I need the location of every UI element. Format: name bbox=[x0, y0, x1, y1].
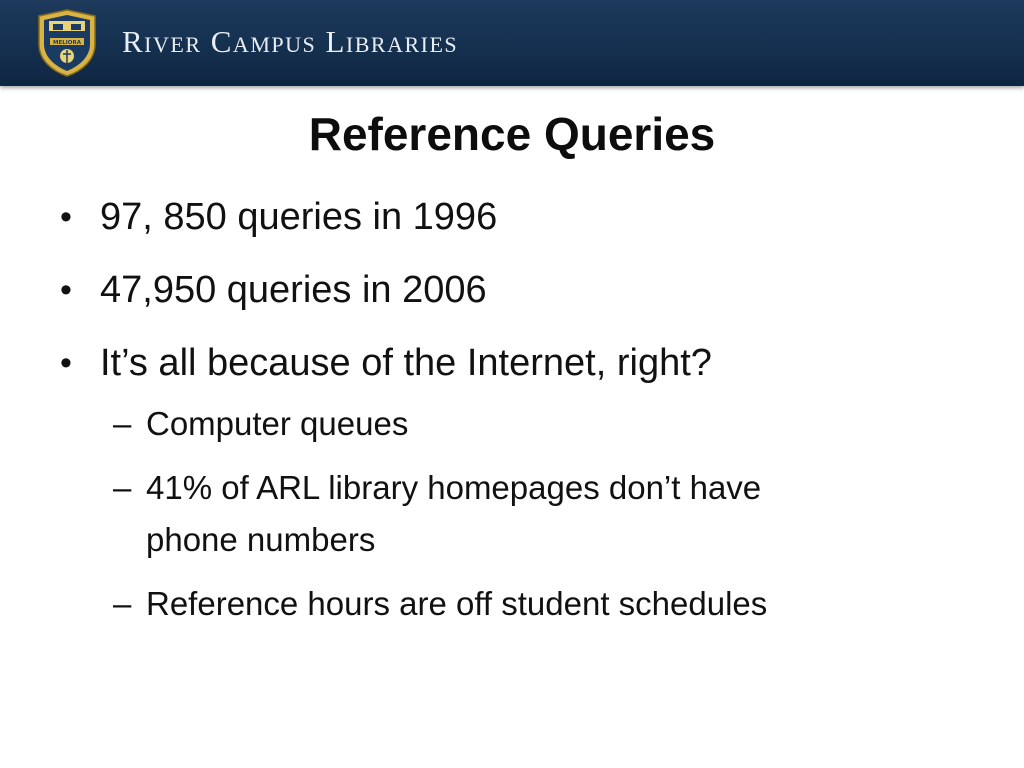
sub-bullet-text: Reference hours are off student schedules bbox=[146, 585, 768, 622]
bullet-marker: • bbox=[60, 344, 72, 382]
sub-bullet-text-line1: 41% of ARL library homepages don’t have bbox=[146, 469, 762, 506]
bullet-text: 97, 850 queries in 1996 bbox=[100, 196, 498, 238]
bullet-marker: • bbox=[60, 271, 72, 309]
bullet-list bbox=[0, 188, 1024, 642]
bullet-text: It’s all because of the Internet, right? bbox=[100, 342, 712, 384]
sub-bullet-item bbox=[0, 398, 940, 450]
header-banner bbox=[0, 0, 1024, 86]
sub-bullet-marker: – bbox=[113, 585, 132, 622]
bullet-item bbox=[0, 334, 900, 392]
bullet-marker: • bbox=[60, 198, 72, 236]
institution-name: River Campus Libraries bbox=[122, 24, 459, 59]
university-seal-icon bbox=[36, 8, 98, 78]
sub-bullet-text: Computer queues bbox=[146, 405, 409, 442]
sub-bullet-text-line2: phone numbers bbox=[146, 521, 376, 558]
sub-bullet-item bbox=[0, 578, 940, 630]
bullet-item bbox=[0, 261, 900, 319]
bullet-item bbox=[0, 188, 900, 246]
sub-bullet-marker: – bbox=[113, 405, 132, 442]
slide-title: Reference Queries bbox=[308, 108, 716, 160]
seal-motto: MELIORA bbox=[53, 40, 81, 46]
sub-bullet-item bbox=[0, 462, 940, 566]
sub-bullet-marker: – bbox=[113, 469, 132, 506]
bullet-text: 47,950 queries in 2006 bbox=[100, 269, 487, 311]
